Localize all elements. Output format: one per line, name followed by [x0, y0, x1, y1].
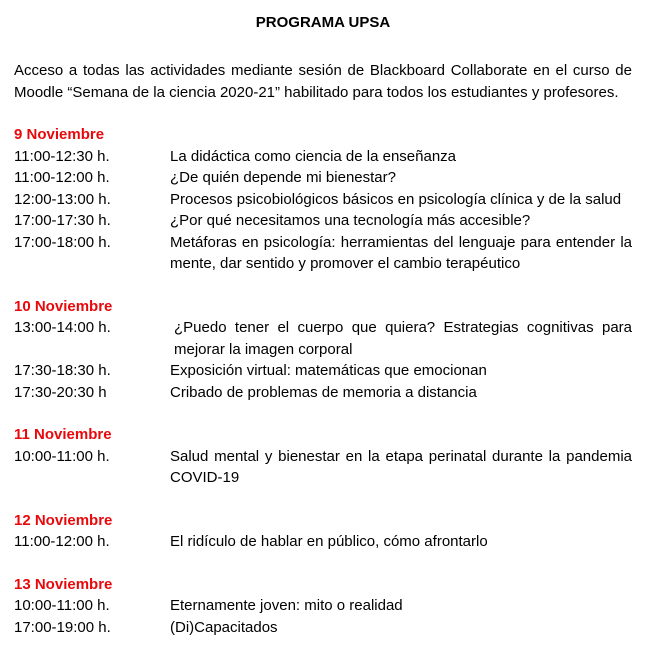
day-heading: 13 Noviembre	[14, 575, 113, 593]
session-row	[14, 317, 632, 360]
day-section	[14, 574, 632, 639]
day-section	[14, 124, 632, 275]
session-row	[14, 595, 632, 617]
day-heading: 12 Noviembre	[14, 511, 113, 529]
intro-paragraph: Acceso a todas las actividades mediante sesión de Blackboard Collaborate en el curso de Moodle “Semana de la ciencia 2020-21” habilitado para todos los estudiantes y profesores.	[14, 62, 632, 101]
session-title: Cribado de problemas de memoria a distancia	[170, 383, 477, 401]
session-title: Procesos psicobiológicos básicos en psicología clínica y de la salud	[170, 190, 622, 208]
session-time: 11:00-12:30 h.	[14, 147, 110, 165]
session-time: 11:00-12:00 h.	[14, 169, 110, 186]
session-time: 17:30-18:30 h.	[14, 362, 111, 379]
session-title: La didáctica como ciencia de la enseñanza	[170, 147, 457, 165]
session-row	[14, 146, 632, 168]
session-time: 17:00-19:00 h.	[14, 618, 111, 636]
session-time: 12:00-13:00 h.	[14, 190, 111, 208]
session-row	[14, 167, 632, 189]
session-title: Eternamente joven: mito o realidad	[170, 597, 403, 614]
day-section	[14, 510, 632, 553]
session-row	[14, 360, 632, 382]
session-title: ¿De quién depende mi bienestar?	[170, 169, 396, 186]
session-time: 17:30-20:30 h	[14, 383, 107, 401]
session-row	[14, 232, 632, 275]
document-page	[14, 0, 632, 638]
day-heading: 11 Noviembre	[14, 426, 112, 443]
session-time: 10:00-11:00 h.	[14, 447, 110, 465]
session-row	[14, 189, 632, 211]
session-row	[14, 531, 632, 553]
session-row	[14, 382, 632, 404]
session-time: 13:00-14:00 h.	[14, 319, 111, 336]
session-title: Salud mental y bienestar en la etapa perinatal durante la pandemia COVID-19	[170, 447, 632, 486]
session-title: (Di)Capacitados	[170, 618, 278, 636]
session-time: 11:00-12:00 h.	[14, 533, 110, 550]
day-section	[14, 296, 632, 404]
session-title: El ridículo de hablar en público, cómo afrontarlo	[170, 533, 488, 550]
session-title: Metáforas en psicología: herramientas del lenguaje para entender la mente, dar sentido y promover el cambio terapéutico	[170, 233, 632, 272]
session-title: Exposición virtual: matemáticas que emocionan	[170, 362, 487, 379]
session-row	[14, 210, 632, 232]
day-section	[14, 424, 632, 489]
session-time: 17:00-17:30 h.	[14, 212, 111, 229]
session-title: ¿Puedo tener el cuerpo que quiera? Estrategias cognitivas para mejorar la imagen corporal	[174, 319, 632, 358]
session-row	[14, 446, 632, 489]
day-heading: 10 Noviembre	[14, 297, 113, 315]
session-title: ¿Por qué necesitamos una tecnología más accesible?	[170, 212, 531, 229]
session-row	[14, 617, 632, 639]
document-title: PROGRAMA UPSA	[255, 14, 391, 31]
session-time: 10:00-11:00 h.	[14, 597, 110, 614]
session-time: 17:00-18:00 h.	[14, 233, 111, 251]
day-heading: 9 Noviembre	[14, 126, 105, 143]
